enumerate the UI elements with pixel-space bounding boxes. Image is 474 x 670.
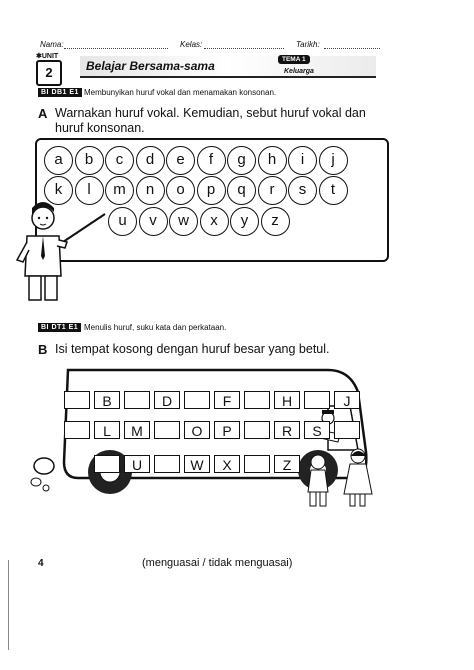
letter-circle-w[interactable]: w <box>169 207 198 236</box>
page-edge-line <box>8 560 9 650</box>
letter-circle-e[interactable]: e <box>166 146 195 175</box>
section-b-letter: B <box>38 342 48 357</box>
blank-cell[interactable] <box>244 391 270 409</box>
section-a-code-text: Membunyikan huruf vokal dan menamakan konsonan. <box>84 88 277 97</box>
blank-cell[interactable] <box>244 455 270 473</box>
tarikh-field[interactable] <box>324 40 380 49</box>
letter-cell: D <box>154 391 180 409</box>
letter-circle-f[interactable]: f <box>197 146 226 175</box>
grid-row <box>64 421 364 439</box>
section-a-letter: A <box>38 106 48 121</box>
letter-circle-j[interactable]: j <box>319 146 348 175</box>
letter-circle-v[interactable]: v <box>139 207 168 236</box>
letter-circle-t[interactable]: t <box>319 176 348 205</box>
letter-cell: W <box>184 455 210 473</box>
letter-cell: M <box>124 421 150 439</box>
letter-circle-y[interactable]: y <box>230 207 259 236</box>
letter-cell: F <box>214 391 240 409</box>
section-b-code-text: Menulis huruf, suku kata dan perkataan. <box>84 323 227 332</box>
blank-cell[interactable] <box>64 421 90 439</box>
letter-cell: L <box>94 421 120 439</box>
letter-cell: X <box>214 455 240 473</box>
page-number: 4 <box>38 558 44 569</box>
letter-circle-h[interactable]: h <box>258 146 287 175</box>
letter-cell: J <box>334 391 360 409</box>
letter-circle-d[interactable]: d <box>136 146 165 175</box>
letter-cell: R <box>274 421 300 439</box>
blank-cell[interactable] <box>304 391 330 409</box>
letter-circle-r[interactable]: r <box>258 176 287 205</box>
letter-circle-c[interactable]: c <box>105 146 134 175</box>
assessment-text: (menguasai / tidak menguasai) <box>142 557 293 569</box>
nama-field[interactable] <box>64 40 168 49</box>
letter-circle-l[interactable]: l <box>75 176 104 205</box>
letter-circle-i[interactable]: i <box>288 146 317 175</box>
letter-cell: Z <box>274 455 300 473</box>
section-b-instruction: Isi tempat kosong dengan huruf besar yang betul. <box>55 342 330 356</box>
kelas-label: Kelas: <box>180 40 203 49</box>
letter-cell: O <box>184 421 210 439</box>
letter-circle-k[interactable]: k <box>44 176 73 205</box>
section-a-instruction: Warnakan huruf vokal. Kemudian, sebut huruf vokal dan huruf konsonan. <box>55 106 366 135</box>
blank-cell[interactable] <box>124 391 150 409</box>
letter-circle-a[interactable]: a <box>44 146 73 175</box>
section-a-code: BI DB1 E1 <box>38 88 82 97</box>
blank-cell[interactable] <box>154 421 180 439</box>
letter-cell: H <box>274 391 300 409</box>
blank-cell[interactable] <box>334 421 360 439</box>
letter-circle-o[interactable]: o <box>166 176 195 205</box>
nama-label: Nama: <box>40 40 64 49</box>
letter-circle-g[interactable]: g <box>227 146 256 175</box>
kelas-field[interactable] <box>204 40 284 49</box>
letter-circle-n[interactable]: n <box>136 176 165 205</box>
blank-cell[interactable] <box>94 455 120 473</box>
blank-cell[interactable] <box>184 391 210 409</box>
section-b-code: BI DT1 E1 <box>38 323 81 332</box>
letter-circle-z[interactable]: z <box>261 207 290 236</box>
tema-subtitle: Keluarga <box>284 68 314 75</box>
teacher-illustration <box>5 198 115 308</box>
letter-circle-m[interactable]: m <box>105 176 134 205</box>
letter-circle-s[interactable]: s <box>288 176 317 205</box>
grid-row <box>94 455 304 473</box>
unit-label: ✱UNIT <box>36 53 59 60</box>
blank-cell[interactable] <box>64 391 90 409</box>
star-icon: ✱ <box>36 53 42 60</box>
letter-circle-p[interactable]: p <box>197 176 226 205</box>
blank-cell[interactable] <box>154 455 180 473</box>
page-title: Belajar Bersama-sama <box>80 56 376 78</box>
letter-circle-b[interactable]: b <box>75 146 104 175</box>
letter-circle-u[interactable]: u <box>108 207 137 236</box>
tema-badge: TEMA 1 <box>278 55 310 64</box>
letter-cell: U <box>124 455 150 473</box>
letter-cell: S <box>304 421 330 439</box>
letter-cell: P <box>214 421 240 439</box>
unit-number: 2 <box>36 60 62 86</box>
letter-cell: B <box>94 391 120 409</box>
letter-circle-x[interactable]: x <box>200 207 229 236</box>
grid-row <box>64 391 364 409</box>
tarikh-label: Tarikh: <box>296 40 320 49</box>
blank-cell[interactable] <box>244 421 270 439</box>
letter-circle-q[interactable]: q <box>227 176 256 205</box>
